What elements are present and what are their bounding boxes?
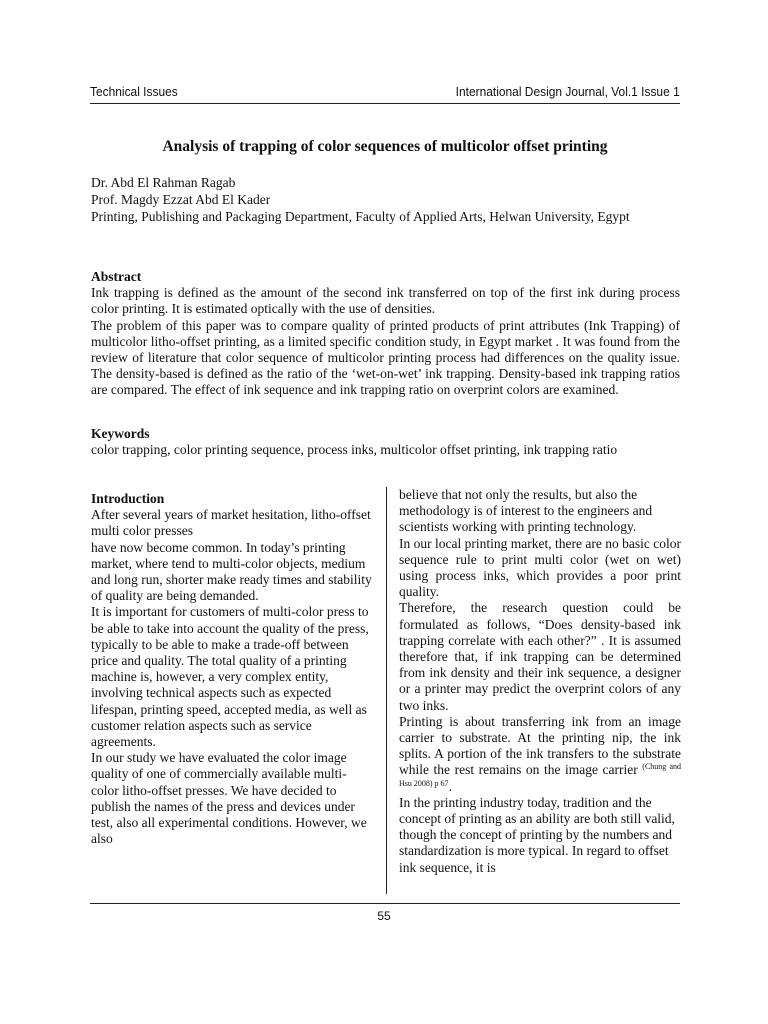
citation-end: .: [448, 778, 452, 794]
body-paragraph: [399, 714, 681, 795]
body-paragraph: After several years of market hesitation, litho-offset multi color presses: [91, 507, 371, 539]
header-section-label: Technical Issues: [90, 84, 178, 99]
body-paragraph: have now become common. In today’s printing market, where tend to multi-color objects, medium and long run, shorter make ready times and stability of quality are being demanded.: [91, 539, 372, 604]
body-paragraph: In the printing industry today, tradition and the concept of printing as an ability are both still valid, though the concept of printing by the numbers and standardization is more typical. In regard to offset ink sequence, it is: [399, 794, 675, 875]
introduction-heading: Introduction: [91, 491, 165, 506]
abstract-heading: Abstract: [91, 269, 142, 284]
column-divider: [386, 487, 387, 894]
keywords-heading: Keywords: [91, 426, 150, 441]
keywords-text: color trapping, color printing sequence, process inks, multicolor offset printing, ink trapping ratio: [91, 442, 618, 457]
citation: (Chung and Hsu 2008) p 67: [399, 762, 682, 788]
header-rule: [90, 103, 680, 104]
abstract-section: [91, 269, 680, 399]
paper-title: Analysis of trapping of color sequences of multicolor offset printing: [162, 138, 608, 155]
body-paragraph: Therefore, the research question could be formulated as follows, “Does density-based ink trapping correlate with each other?” . It is assumed therefore that, if ink trapping can be determined from ink density and their ink sequence, a designer or a printer may predict the overprint colors of any two inks.: [399, 600, 681, 713]
author-1: Dr. Abd El Rahman Ragab: [91, 175, 236, 190]
author-block: [91, 174, 681, 225]
body-paragraph: In our study we have evaluated the color image quality of one of commercially available multi- color litho-offset presses. We have decided to publish the names of the press and devices under test, also all experimental conditions. However, we also: [91, 750, 367, 847]
body-paragraph: It is important for customers of multi-color press to be able to take into account the quality of the press, typically to be able to make a trade-off between price and quality. The total quality of a printing machine is, however, a very complex entity, involving technical aspects such as expected lifespan, printing speed, accepted media, as well as customer relation aspects such as service agreements.: [91, 604, 369, 750]
abstract-paragraph: Ink trapping is defined as the amount of the second ink transferred on top of the first ink during process color printing. It is estimated optically with the use of densities.: [91, 285, 680, 317]
body-paragraph: believe that not only the results, but also the methodology is of interest to the engineers and scientists working with printing technology.: [399, 487, 653, 535]
body-paragraph: In our local printing market, there are no basic color sequence rule to print multi color (wet on wet) using process inks, which provides a poor print quality.: [399, 535, 681, 600]
printing-paragraph-text: Printing is about transferring ink from an image carrier to substrate. At the printing nip, the ink splits. A portion of the ink transfers to the substrate while the rest remains on the image carrier: [399, 713, 681, 778]
left-column: [91, 491, 374, 847]
author-2: Prof. Magdy Ezzat Abd El Kader: [91, 192, 271, 207]
abstract-paragraph: The problem of this paper was to compare quality of printed products of print attributes (Ink Trapping) of multicolor litho-offset printing, as a limited specific condition study, in Egypt market . It was found from the review of literature that color sequence of multicolor printing process had differences on the quality issue. The density-based is defined as the ratio of the ‘wet-on-wet’ ink trapping. Density-based ink trapping ratios are compared. The effect of ink sequence and ink trapping ratio on overprint colors are examined.: [91, 317, 680, 398]
running-header: [90, 84, 680, 104]
header-journal-label: International Design Journal, Vol.1 Issue 1: [455, 84, 680, 99]
page-number: 55: [377, 909, 391, 923]
footer-rule: [90, 903, 680, 904]
keywords-section: [91, 426, 680, 458]
affiliation: Printing, Publishing and Packaging Department, Faculty of Applied Arts, Helwan University, Egypt: [91, 209, 630, 224]
right-column: [399, 487, 681, 876]
